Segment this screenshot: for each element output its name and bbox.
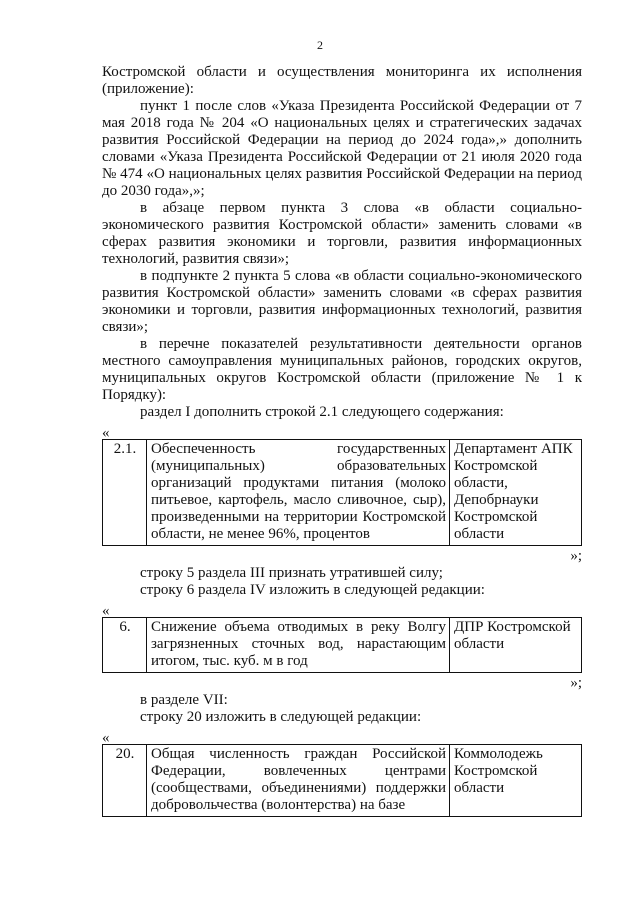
row-indicator: Снижение объема отводимых в реку Волгу загрязненных сточных вод, нарастающим итогом, тыс. куб. м в год [147,618,450,673]
paragraph-section-1: раздел I дополнить строкой 2.1 следующего содержания: [140,404,504,420]
paragraph-point-5: в подпункте 2 пункта 5 слова «в области социально-экономического развития Костромской области» заменить словами «в сферах развития экономики и торговли, развития информационных технологий, развития связи»; [102,268,582,335]
close-quote-1: »; [570,548,582,564]
paragraph-row-20: строку 20 изложить в следующей редакции: [140,709,422,725]
row-responsible: Департамент АПК Костромской области, Депобрнауки Костромской области [450,440,582,546]
page-number: 2 [317,38,323,52]
row-number: 20. [103,745,147,817]
open-quote-2: « [102,603,110,619]
table-row-2-1 [102,439,582,546]
row-responsible: Коммолодежь Костромской области [450,745,582,817]
paragraph-section-4: строку 6 раздела IV изложить в следующей редакции: [140,582,485,598]
row-number: 6. [103,618,147,673]
table-row-6 [102,617,582,673]
paragraph-indicators-list: в перечне показателей результативности деятельности органов местного самоуправления муниципальных районов, городских округов, муниципальных округов Костромской области (приложение № 1 к Порядку): [102,336,582,403]
table-row [103,745,582,817]
table-row [103,618,582,673]
paragraph-point-3: в абзаце первом пункта 3 слова «в области социально-экономического развития Костромской области» заменить словами «в сферах развития экономики и торговли, развития информационных технологий, развития связи»; [102,200,582,267]
row-responsible: ДПР Костромской области [450,618,582,673]
paragraph-section-3: строку 5 раздела III признать утратившей силу; [140,565,443,581]
paragraph-section-7: в разделе VII: [140,692,228,708]
document-body [102,64,582,817]
open-quote-3: « [102,730,110,746]
close-quote-2: »; [570,675,582,691]
table-row [103,440,582,546]
open-quote-1: « [102,425,110,441]
row-number: 2.1. [103,440,147,546]
paragraph-continuation: Костромской области и осуществления мониторинга их исполнения (приложение): [102,64,582,97]
paragraph-point-1: пункт 1 после слов «Указа Президента Российской Федерации от 7 мая 2018 года № 204 «О национальных целях и стратегических задачах развития Российской Федерации на период до 2024 года»,» дополнить словами «Указа Президента Российской Федерации от 21 июля 2020 года № 474 «О национальных целях развития Российской Федерации на период до 2030 года»,»; [102,98,582,199]
row-indicator: Общая численность граждан Российской Федерации, вовлеченных центрами (сообществами, объединениями) поддержки добровольчества (волонтерства) на базе [147,745,450,817]
row-indicator: Обеспеченность государственных (муниципальных) образовательных организаций продуктами питания (молоко питьевое, картофель, масло сливочное, сыр), произведенными на территории Костромской области, не менее 96%, процентов [147,440,450,546]
table-row-20 [102,744,582,817]
